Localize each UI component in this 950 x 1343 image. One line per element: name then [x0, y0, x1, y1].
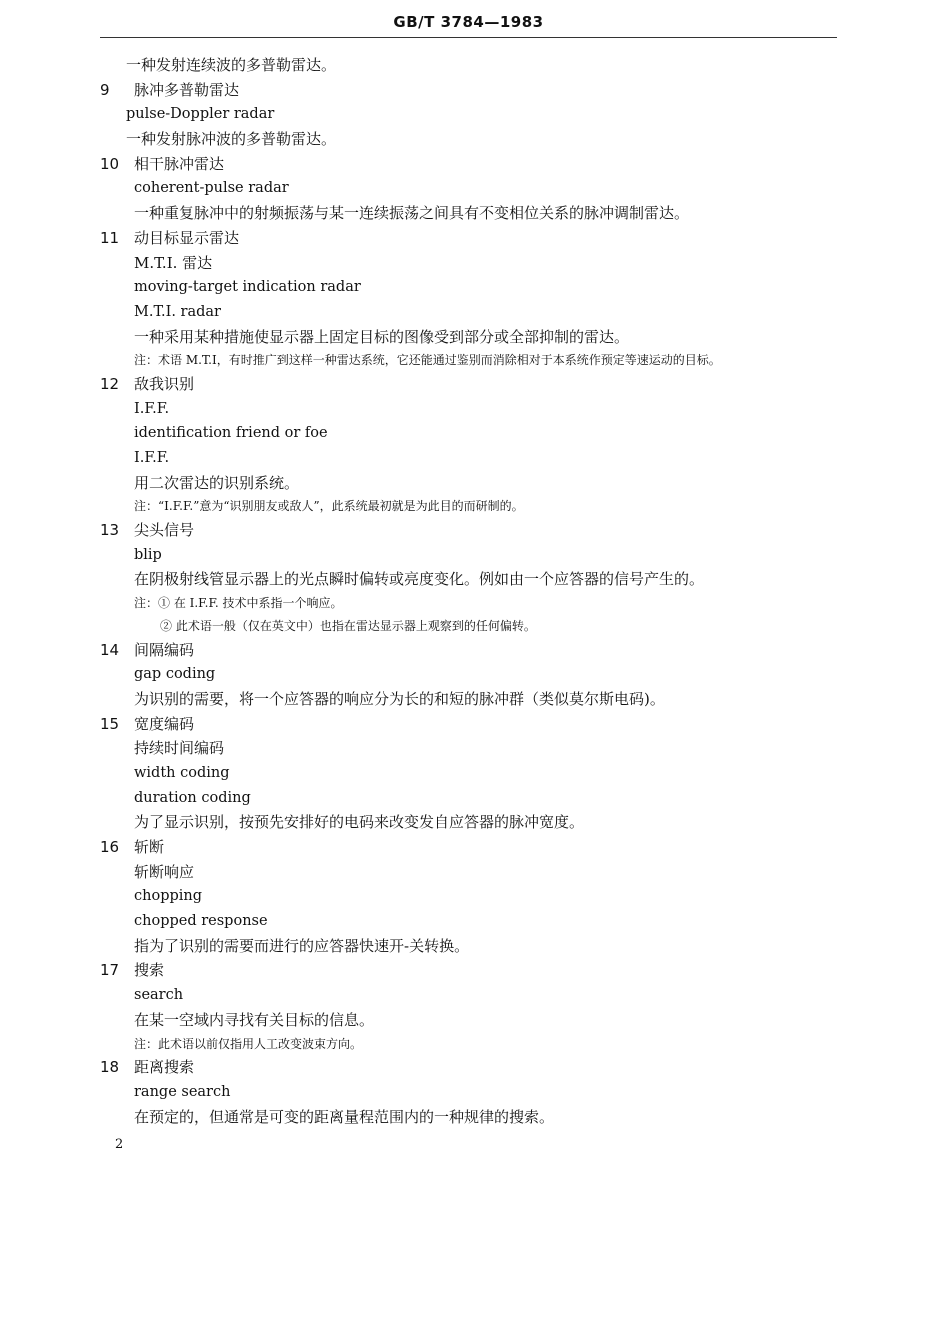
term-heading [100, 226, 860, 251]
term-note: ② 此术语一般（仅在英文中）也指在雷达显示器上观察到的任何偏转。 [160, 618, 536, 633]
term-english: search [134, 987, 184, 1004]
term-number: 10 [100, 154, 120, 173]
term-chinese: 动目标显示雷达 [134, 228, 240, 247]
term-number: 16 [100, 838, 120, 856]
term-english: gap coding [134, 666, 216, 683]
term-chinese: 尖头信号 [134, 521, 195, 540]
standard-code: GB/T 3784—1983 [393, 13, 544, 31]
lead-definition: 一种发射连续波的多普勒雷达。 [126, 56, 337, 74]
term-english: coherent-pulse radar [134, 180, 289, 197]
term-english: duration coding [134, 789, 251, 806]
term-english: identification friend or foe [134, 425, 328, 442]
term-heading [100, 78, 860, 103]
term-line: 持续时间编码 [134, 739, 225, 758]
term-line: 一种采用某种措施使显示器上固定目标的图像受到部分或全部抑制的雷达。 [134, 327, 630, 346]
term-entry [100, 638, 860, 712]
term-heading [100, 835, 860, 860]
term-note: 注：此术语以前仅指用人工改变波束方向。 [134, 1036, 363, 1051]
term-heading [100, 372, 860, 397]
term-chinese: 搜索 [134, 961, 165, 980]
term-english: I.F.F. [134, 450, 170, 466]
term-entry [100, 152, 860, 226]
term-chinese: 间隔编码 [134, 640, 195, 659]
term-entry [100, 226, 860, 372]
term-heading [100, 1055, 860, 1080]
term-heading [100, 638, 860, 663]
term-heading [100, 958, 860, 983]
term-chinese: 脉冲多普勒雷达 [134, 80, 240, 99]
term-line: 在预定的，但通常是可变的距离量程范围内的一种规律的搜索。 [134, 1107, 555, 1126]
term-english: width coding [134, 764, 230, 781]
entries-container [100, 78, 860, 1130]
term-line: 斩断响应 [134, 862, 195, 881]
term-entry [100, 835, 860, 958]
term-number: 11 [100, 228, 120, 247]
term-number: 14 [100, 640, 120, 659]
term-number: 13 [100, 521, 120, 540]
term-entry [100, 372, 860, 518]
page-number: 2 [115, 1137, 124, 1152]
page-header [100, 10, 837, 38]
term-line: 在阴极射线管显示器上的光点瞬时偏转或亮度变化。例如由一个应答器的信号产生的。 [134, 570, 705, 589]
term-line: 在某一空域内寻找有关目标的信息。 [134, 1010, 375, 1029]
term-entry [100, 1055, 860, 1129]
term-line: 为了显示识别，按预先安排好的电码来改变发自应答器的脉冲宽度。 [134, 813, 585, 832]
term-chinese: 斩断 [134, 838, 165, 856]
term-line: 一种重复脉冲中的射频振荡与某一连续振荡之间具有不变相位关系的脉冲调制雷达。 [134, 204, 690, 223]
term-note: 注：① 在 I.F.F. 技术中系指一个响应。 [134, 596, 343, 611]
term-english: blip [134, 546, 162, 563]
term-english: range search [134, 1083, 231, 1100]
term-english: moving-target indication radar [134, 279, 361, 296]
term-line: 指为了识别的需要而进行的应答器快速开-关转换。 [134, 936, 470, 955]
term-note: 注：术语 M.T.I，有时推广到这样一种雷达系统，它还能通过鉴别而消除相对于本系统作预定等速运动的目标。 [134, 353, 721, 368]
term-english: pulse-Doppler radar [126, 106, 275, 123]
term-chinese: 相干脉冲雷达 [134, 154, 225, 173]
term-english: chopping [134, 888, 203, 905]
term-chinese: 宽度编码 [134, 714, 195, 733]
term-chinese: 敌我识别 [134, 374, 195, 393]
term-english: chopped response [134, 913, 268, 930]
term-number: 18 [100, 1058, 120, 1077]
term-number: 17 [100, 961, 120, 980]
term-english: I.F.F. [134, 400, 170, 417]
term-english: M.T.I. radar [134, 303, 221, 320]
term-heading [100, 152, 860, 177]
term-heading [100, 712, 860, 737]
term-note: 注：“I.F.F.”意为“识别朋友或敌人”，此系统最初就是为此目的而研制的。 [134, 499, 524, 514]
term-entry [100, 958, 860, 1055]
term-entry [100, 712, 860, 835]
term-line: 一种发射脉冲波的多普勒雷达。 [126, 130, 337, 149]
term-entry [100, 78, 860, 152]
term-number: 9 [100, 80, 110, 99]
term-number: 12 [100, 374, 120, 393]
term-line: M.T.I. 雷达 [134, 253, 213, 272]
terms-list [100, 53, 860, 1129]
term-line: 用二次雷达的识别系统。 [134, 473, 300, 492]
term-number: 15 [100, 714, 120, 733]
term-chinese: 距离搜索 [134, 1058, 195, 1077]
term-entry [100, 518, 860, 637]
term-heading [100, 518, 860, 543]
term-line: 为识别的需要，将一个应答器的响应分为长的和短的脉冲群（类似莫尔斯电码)。 [134, 689, 665, 708]
